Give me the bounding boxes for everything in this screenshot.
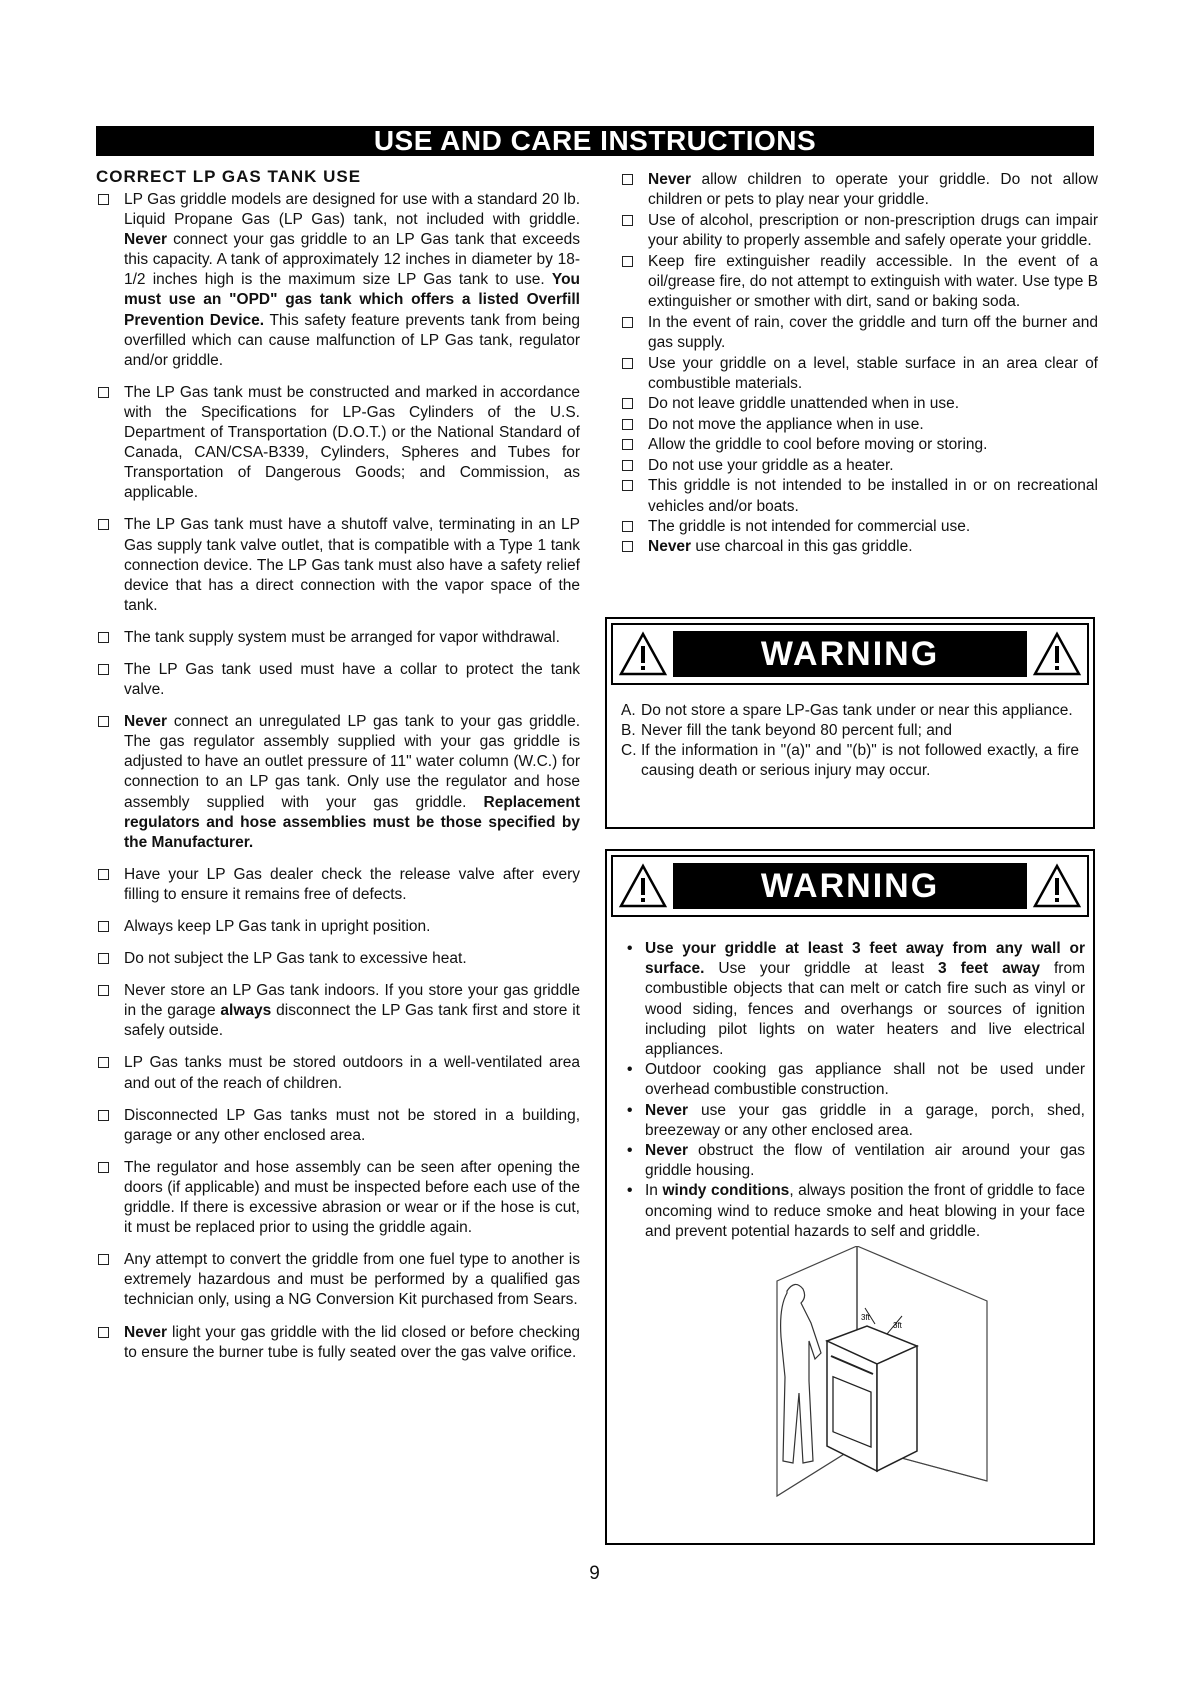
checkbox-icon — [622, 398, 633, 409]
checkbox-icon — [622, 439, 633, 450]
checkbox-icon — [98, 921, 109, 932]
warning-bullet: • Use your griddle at least 3 feet away from any wall or surface. Use your griddle at least 3 feet away from combustible objects that can melt or catch fire such as vinyl or wood siding, fences and overhangs or sources of ignition including pilot lights on water heaters and live electrical appliances. — [627, 940, 1085, 1059]
list-item: Disconnected LP Gas tanks must not be stored in a building, garage or any other enclosed area. — [96, 1106, 580, 1146]
clearance-label: 3ft — [861, 1313, 870, 1322]
warning-triangle-icon — [1027, 858, 1087, 914]
page-number: 9 — [589, 1563, 600, 1584]
list-item: Any attempt to convert the griddle from one fuel type to another is extremely hazardous and must be performed by a qualified gas technician only, using a NG Conversion Kit purchased from Sears. — [96, 1250, 580, 1310]
list-item: Use your griddle on a level, stable surface in an area clear of combustible materials. — [620, 354, 1098, 395]
checkbox-icon — [98, 632, 109, 643]
checkbox-icon — [98, 519, 109, 530]
checkbox-icon — [622, 256, 633, 267]
checkbox-icon — [98, 1057, 109, 1068]
checkbox-icon — [622, 541, 633, 552]
checkbox-icon — [98, 869, 109, 880]
warning-header — [611, 855, 1089, 917]
griddle-clearance-illustration — [757, 1246, 1047, 1536]
warning-box-clearance — [605, 849, 1095, 1545]
checkbox-icon — [622, 480, 633, 491]
list-item: The LP Gas tank must have a shutoff valve, terminating in an LP Gas supply tank valve outlet, that is compatible with a Type 1 tank connection device. The LP Gas tank must also have a safety relief device that has a direct connection with the vapor space of the tank. — [96, 515, 580, 615]
page-banner: USE AND CARE INSTRUCTIONS — [96, 126, 1094, 156]
warning-item: A. Do not store a spare LP-Gas tank under or near this appliance. — [621, 702, 1073, 719]
list-item: Do not use your griddle as a heater. — [620, 456, 1098, 476]
list-item: LP Gas griddle models are designed for use with a standard 20 lb. Liquid Propane Gas (LP Gas) tank, not included with griddle. Never connect your gas griddle to an LP Gas tank that exceeds this capacity. A tank of approximately 12 inches in diameter by 18-1/2 inches high is the maximum size LP Gas tank to use. You must use an "OPD" gas tank which offers a listed Overfill Prevention Device. This safety feature prevents tank from being overfilled which can cause malfunction of LP Gas tank, regulator and/or griddle. — [96, 190, 580, 371]
checkbox-icon — [98, 716, 109, 727]
list-item: Never use charcoal in this gas griddle. — [620, 537, 1098, 557]
checkbox-icon — [98, 1254, 109, 1265]
warning-bullet: • Never obstruct the flow of ventilation air around your gas griddle housing. — [627, 1142, 1085, 1180]
clearance-label: 3ft — [893, 1321, 902, 1330]
list-item: Allow the griddle to cool before moving or storing. — [620, 435, 1098, 455]
checkbox-icon — [98, 1110, 109, 1121]
checkbox-icon — [622, 419, 633, 430]
warning-triangle-icon — [613, 626, 673, 682]
warning-header — [611, 623, 1089, 685]
checkbox-icon — [98, 664, 109, 675]
checkbox-icon — [622, 174, 633, 185]
list-item: The griddle is not intended for commercial use. — [620, 517, 1098, 537]
warning-label: WARNING — [673, 631, 1027, 677]
warning-bullet: • In windy conditions, always position the front of griddle to face oncoming wind to reduce smoke and heat blowing in your face and prevent potential hazards to self and griddle. — [627, 1182, 1086, 1240]
list-item: This griddle is not intended to be installed in or on recreational vehicles and/or boats. — [620, 476, 1098, 517]
left-column — [96, 166, 580, 1363]
list-item: The LP Gas tank used must have a collar to protect the tank valve. — [96, 660, 580, 700]
warning-label: WARNING — [673, 863, 1027, 909]
list-item: The tank supply system must be arranged for vapor withdrawal. — [96, 628, 580, 648]
list-item: The regulator and hose assembly can be seen after opening the doors (if applicable) and must be inspected before each use of the griddle. If there is excessive abrasion or wear or if the hose is cut, it must be replaced prior to using the griddle again. — [96, 1158, 580, 1238]
warning-box-tank — [605, 617, 1095, 829]
list-item: Keep fire extinguisher readily accessible. In the event of a oil/grease fire, do not attempt to extinguish with water. Use type B extinguisher or smother with dirt, sand or baking soda. — [620, 252, 1098, 313]
right-column — [620, 170, 1098, 558]
section-title: CORRECT LP GAS TANK USE — [96, 167, 362, 186]
list-item: Use of alcohol, prescription or non-prescription drugs can impair your ability to properly assemble and safely operate your griddle. — [620, 211, 1098, 252]
checkbox-icon — [622, 215, 633, 226]
warning-triangle-icon — [613, 858, 673, 914]
list-item: Never allow children to operate your griddle. Do not allow children or pets to play near your griddle. — [620, 170, 1098, 211]
checkbox-icon — [98, 194, 109, 205]
list-item: Never connect an unregulated LP gas tank to your gas griddle. The gas regulator assembly supplied with your gas griddle is adjusted to have an outlet pressure of 11" water column (W.C.) for connection to an LP gas tank. Only use the regulator and hose assembly supplied with your gas griddle. Replacement regulators and hose assemblies must be those specified by the Manufacturer. — [96, 712, 580, 853]
list-item: Do not leave griddle unattended when in use. — [620, 394, 1098, 414]
warning-bullet: • Never use your gas griddle in a garage, porch, shed, breezeway or any other enclosed area. — [627, 1101, 1085, 1139]
checkbox-icon — [98, 985, 109, 996]
list-item: The LP Gas tank must be constructed and marked in accordance with the Specifications for LP-Gas Cylinders of the U.S. Department of Transportation (D.O.T.) or the National Standard of Canada, CAN/CSA-B339, Cylinders, Spheres and Tubes for Transportation of Dangerous Goods; and Commission, as applicable. — [96, 383, 580, 504]
checkbox-icon — [622, 358, 633, 369]
list-item: LP Gas tanks must be stored outdoors in a well-ventilated area and out of the reach of children. — [96, 1053, 580, 1093]
checkbox-icon — [622, 521, 633, 532]
list-item: Have your LP Gas dealer check the release valve after every filling to ensure it remains free of defects. — [96, 865, 580, 905]
list-item: Do not subject the LP Gas tank to excessive heat. — [96, 949, 580, 969]
checkbox-icon — [622, 317, 633, 328]
list-item: In the event of rain, cover the griddle and turn off the burner and gas supply. — [620, 313, 1098, 354]
checkbox-icon — [98, 1327, 109, 1338]
list-item: Never light your gas griddle with the lid closed or before checking to ensure the burner tube is fully seated over the gas valve orifice. — [96, 1323, 580, 1363]
checkbox-icon — [98, 1162, 109, 1173]
list-item: Do not move the appliance when in use. — [620, 415, 1098, 435]
list-item: Never store an LP Gas tank indoors. If you store your gas griddle in the garage always disconnect the LP Gas tank first and store it safely outside. — [96, 981, 580, 1041]
warning-item: C. If the information in "(a)" and "(b)" is not followed exactly, a fire causing death or serious injury may occur. — [621, 742, 1079, 779]
checkbox-icon — [622, 460, 633, 471]
list-item: Always keep LP Gas tank in upright position. — [96, 917, 580, 937]
warning-item: B. Never fill the tank beyond 80 percent full; and — [621, 722, 953, 739]
warning-bullet: • Outdoor cooking gas appliance shall not be used under overhead combustible construction. — [627, 1061, 1085, 1099]
checkbox-icon — [98, 387, 109, 398]
checkbox-icon — [98, 953, 109, 964]
warning-triangle-icon — [1027, 626, 1087, 682]
